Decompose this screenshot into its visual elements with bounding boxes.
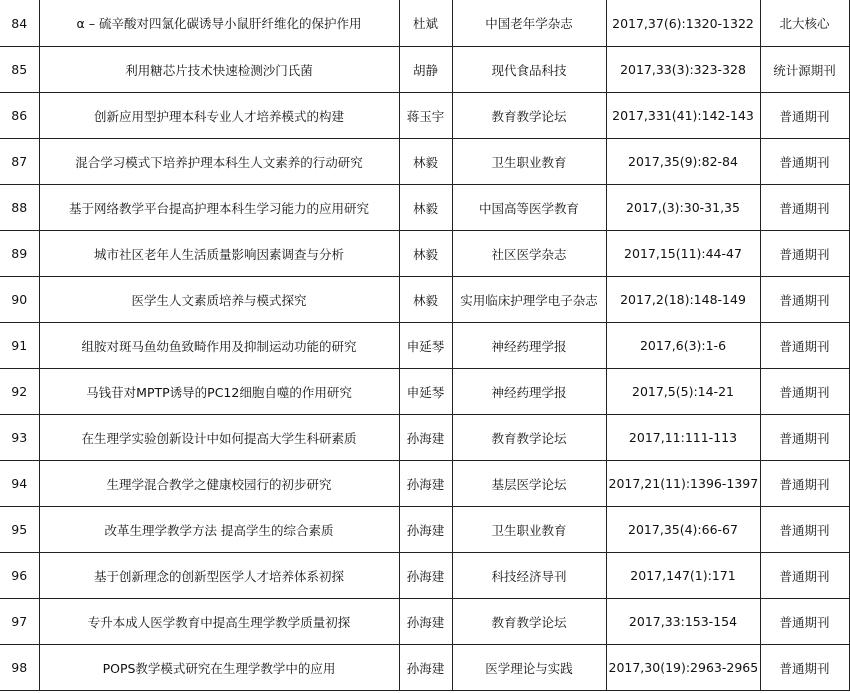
- citation: 2017,35(9):82-84: [606, 139, 760, 185]
- paper-title: 组胺对斑马鱼幼鱼致畸作用及抑制运动功能的研究: [39, 323, 399, 369]
- journal: 现代食品科技: [452, 47, 606, 93]
- table-row: [0, 553, 849, 599]
- row-number: 86: [0, 93, 39, 139]
- citation: 2017,331(41):142-143: [606, 93, 760, 139]
- row-number: 92: [0, 369, 39, 415]
- journal-level: 统计源期刊: [760, 47, 849, 93]
- citation: 2017,11:111-113: [606, 415, 760, 461]
- paper-title: 创新应用型护理本科专业人才培养模式的构建: [39, 93, 399, 139]
- journal-level: 普通期刊: [760, 645, 849, 691]
- journal: 教育教学论坛: [452, 415, 606, 461]
- table-row: [0, 139, 849, 185]
- journal-level: 普通期刊: [760, 231, 849, 277]
- author: 孙海建: [399, 599, 452, 645]
- journal: 神经药理学报: [452, 323, 606, 369]
- row-number: 94: [0, 461, 39, 507]
- table-row: [0, 47, 849, 93]
- author: 胡静: [399, 47, 452, 93]
- table-row: [0, 0, 849, 47]
- author: 孙海建: [399, 415, 452, 461]
- table-row: [0, 93, 849, 139]
- citation: 2017,21(11):1396-1397: [606, 461, 760, 507]
- citation: 2017,15(11):44-47: [606, 231, 760, 277]
- citation: 2017,147(1):171: [606, 553, 760, 599]
- journal: 中国高等医学教育: [452, 185, 606, 231]
- row-number: 89: [0, 231, 39, 277]
- journal-level: 北大核心: [760, 0, 849, 47]
- table-row: [0, 185, 849, 231]
- row-number: 84: [0, 0, 39, 47]
- citation: 2017,5(5):14-21: [606, 369, 760, 415]
- paper-title: 专升本成人医学教育中提高生理学教学质量初探: [39, 599, 399, 645]
- paper-title: α – 硫辛酸对四氯化碳诱导小鼠肝纤维化的保护作用: [39, 0, 399, 47]
- author: 林毅: [399, 277, 452, 323]
- paper-title: 生理学混合教学之健康校园行的初步研究: [39, 461, 399, 507]
- table-row: [0, 461, 849, 507]
- citation: 2017,35(4):66-67: [606, 507, 760, 553]
- journal-level: 普通期刊: [760, 369, 849, 415]
- journal-level: 普通期刊: [760, 277, 849, 323]
- journal: 卫生职业教育: [452, 507, 606, 553]
- row-number: 87: [0, 139, 39, 185]
- paper-title: POPS教学模式研究在生理学教学中的应用: [39, 645, 399, 691]
- row-number: 85: [0, 47, 39, 93]
- table-row: [0, 231, 849, 277]
- author: 申延琴: [399, 323, 452, 369]
- paper-title: 基于创新理念的创新型医学人才培养体系初探: [39, 553, 399, 599]
- paper-title: 利用糖芯片技术快速检测沙门氏菌: [39, 47, 399, 93]
- citation: 2017,(3):30-31,35: [606, 185, 760, 231]
- row-number: 95: [0, 507, 39, 553]
- row-number: 98: [0, 645, 39, 691]
- journal-level: 普通期刊: [760, 553, 849, 599]
- journal-level: 普通期刊: [760, 599, 849, 645]
- author: 林毅: [399, 185, 452, 231]
- paper-title: 医学生人文素质培养与模式探究: [39, 277, 399, 323]
- table-row: [0, 415, 849, 461]
- journal-level: 普通期刊: [760, 93, 849, 139]
- journal: 教育教学论坛: [452, 93, 606, 139]
- author: 孙海建: [399, 507, 452, 553]
- author: 杜斌: [399, 0, 452, 47]
- journal-level: 普通期刊: [760, 507, 849, 553]
- journal-level: 普通期刊: [760, 415, 849, 461]
- row-number: 96: [0, 553, 39, 599]
- author: 林毅: [399, 231, 452, 277]
- citation: 2017,37(6):1320-1322: [606, 0, 760, 47]
- journal-level: 普通期刊: [760, 323, 849, 369]
- paper-title: 改革生理学教学方法 提高学生的综合素质: [39, 507, 399, 553]
- citation: 2017,6(3):1-6: [606, 323, 760, 369]
- author: 孙海建: [399, 645, 452, 691]
- citation: 2017,2(18):148-149: [606, 277, 760, 323]
- row-number: 97: [0, 599, 39, 645]
- journal: 教育教学论坛: [452, 599, 606, 645]
- journal: 神经药理学报: [452, 369, 606, 415]
- journal: 医学理论与实践: [452, 645, 606, 691]
- journal: 基层医学论坛: [452, 461, 606, 507]
- journal-level: 普通期刊: [760, 185, 849, 231]
- author: 孙海建: [399, 461, 452, 507]
- journal: 社区医学杂志: [452, 231, 606, 277]
- author: 林毅: [399, 139, 452, 185]
- table-row: [0, 507, 849, 553]
- row-number: 90: [0, 277, 39, 323]
- row-number: 91: [0, 323, 39, 369]
- journal-level: 普通期刊: [760, 461, 849, 507]
- journal: 卫生职业教育: [452, 139, 606, 185]
- journal-level: 普通期刊: [760, 139, 849, 185]
- paper-title: 混合学习模式下培养护理本科生人文素养的行动研究: [39, 139, 399, 185]
- table-row: [0, 369, 849, 415]
- paper-title: 基于网络教学平台提高护理本科生学习能力的应用研究: [39, 185, 399, 231]
- row-number: 88: [0, 185, 39, 231]
- journal: 科技经济导刊: [452, 553, 606, 599]
- paper-title: 城市社区老年人生活质量影响因素调查与分析: [39, 231, 399, 277]
- citation: 2017,33(3):323-328: [606, 47, 760, 93]
- citation: 2017,33:153-154: [606, 599, 760, 645]
- table-row: [0, 599, 849, 645]
- paper-title: 马钱苷对MPTP诱导的PC12细胞自噬的作用研究: [39, 369, 399, 415]
- citation: 2017,30(19):2963-2965: [606, 645, 760, 691]
- author: 孙海建: [399, 553, 452, 599]
- table-row: [0, 323, 849, 369]
- author: 蒋玉宇: [399, 93, 452, 139]
- table-row: [0, 645, 849, 691]
- row-number: 93: [0, 415, 39, 461]
- author: 申延琴: [399, 369, 452, 415]
- journal: 中国老年学杂志: [452, 0, 606, 47]
- paper-title: 在生理学实验创新设计中如何提高大学生科研素质: [39, 415, 399, 461]
- table-row: [0, 277, 849, 323]
- journal: 实用临床护理学电子杂志: [452, 277, 606, 323]
